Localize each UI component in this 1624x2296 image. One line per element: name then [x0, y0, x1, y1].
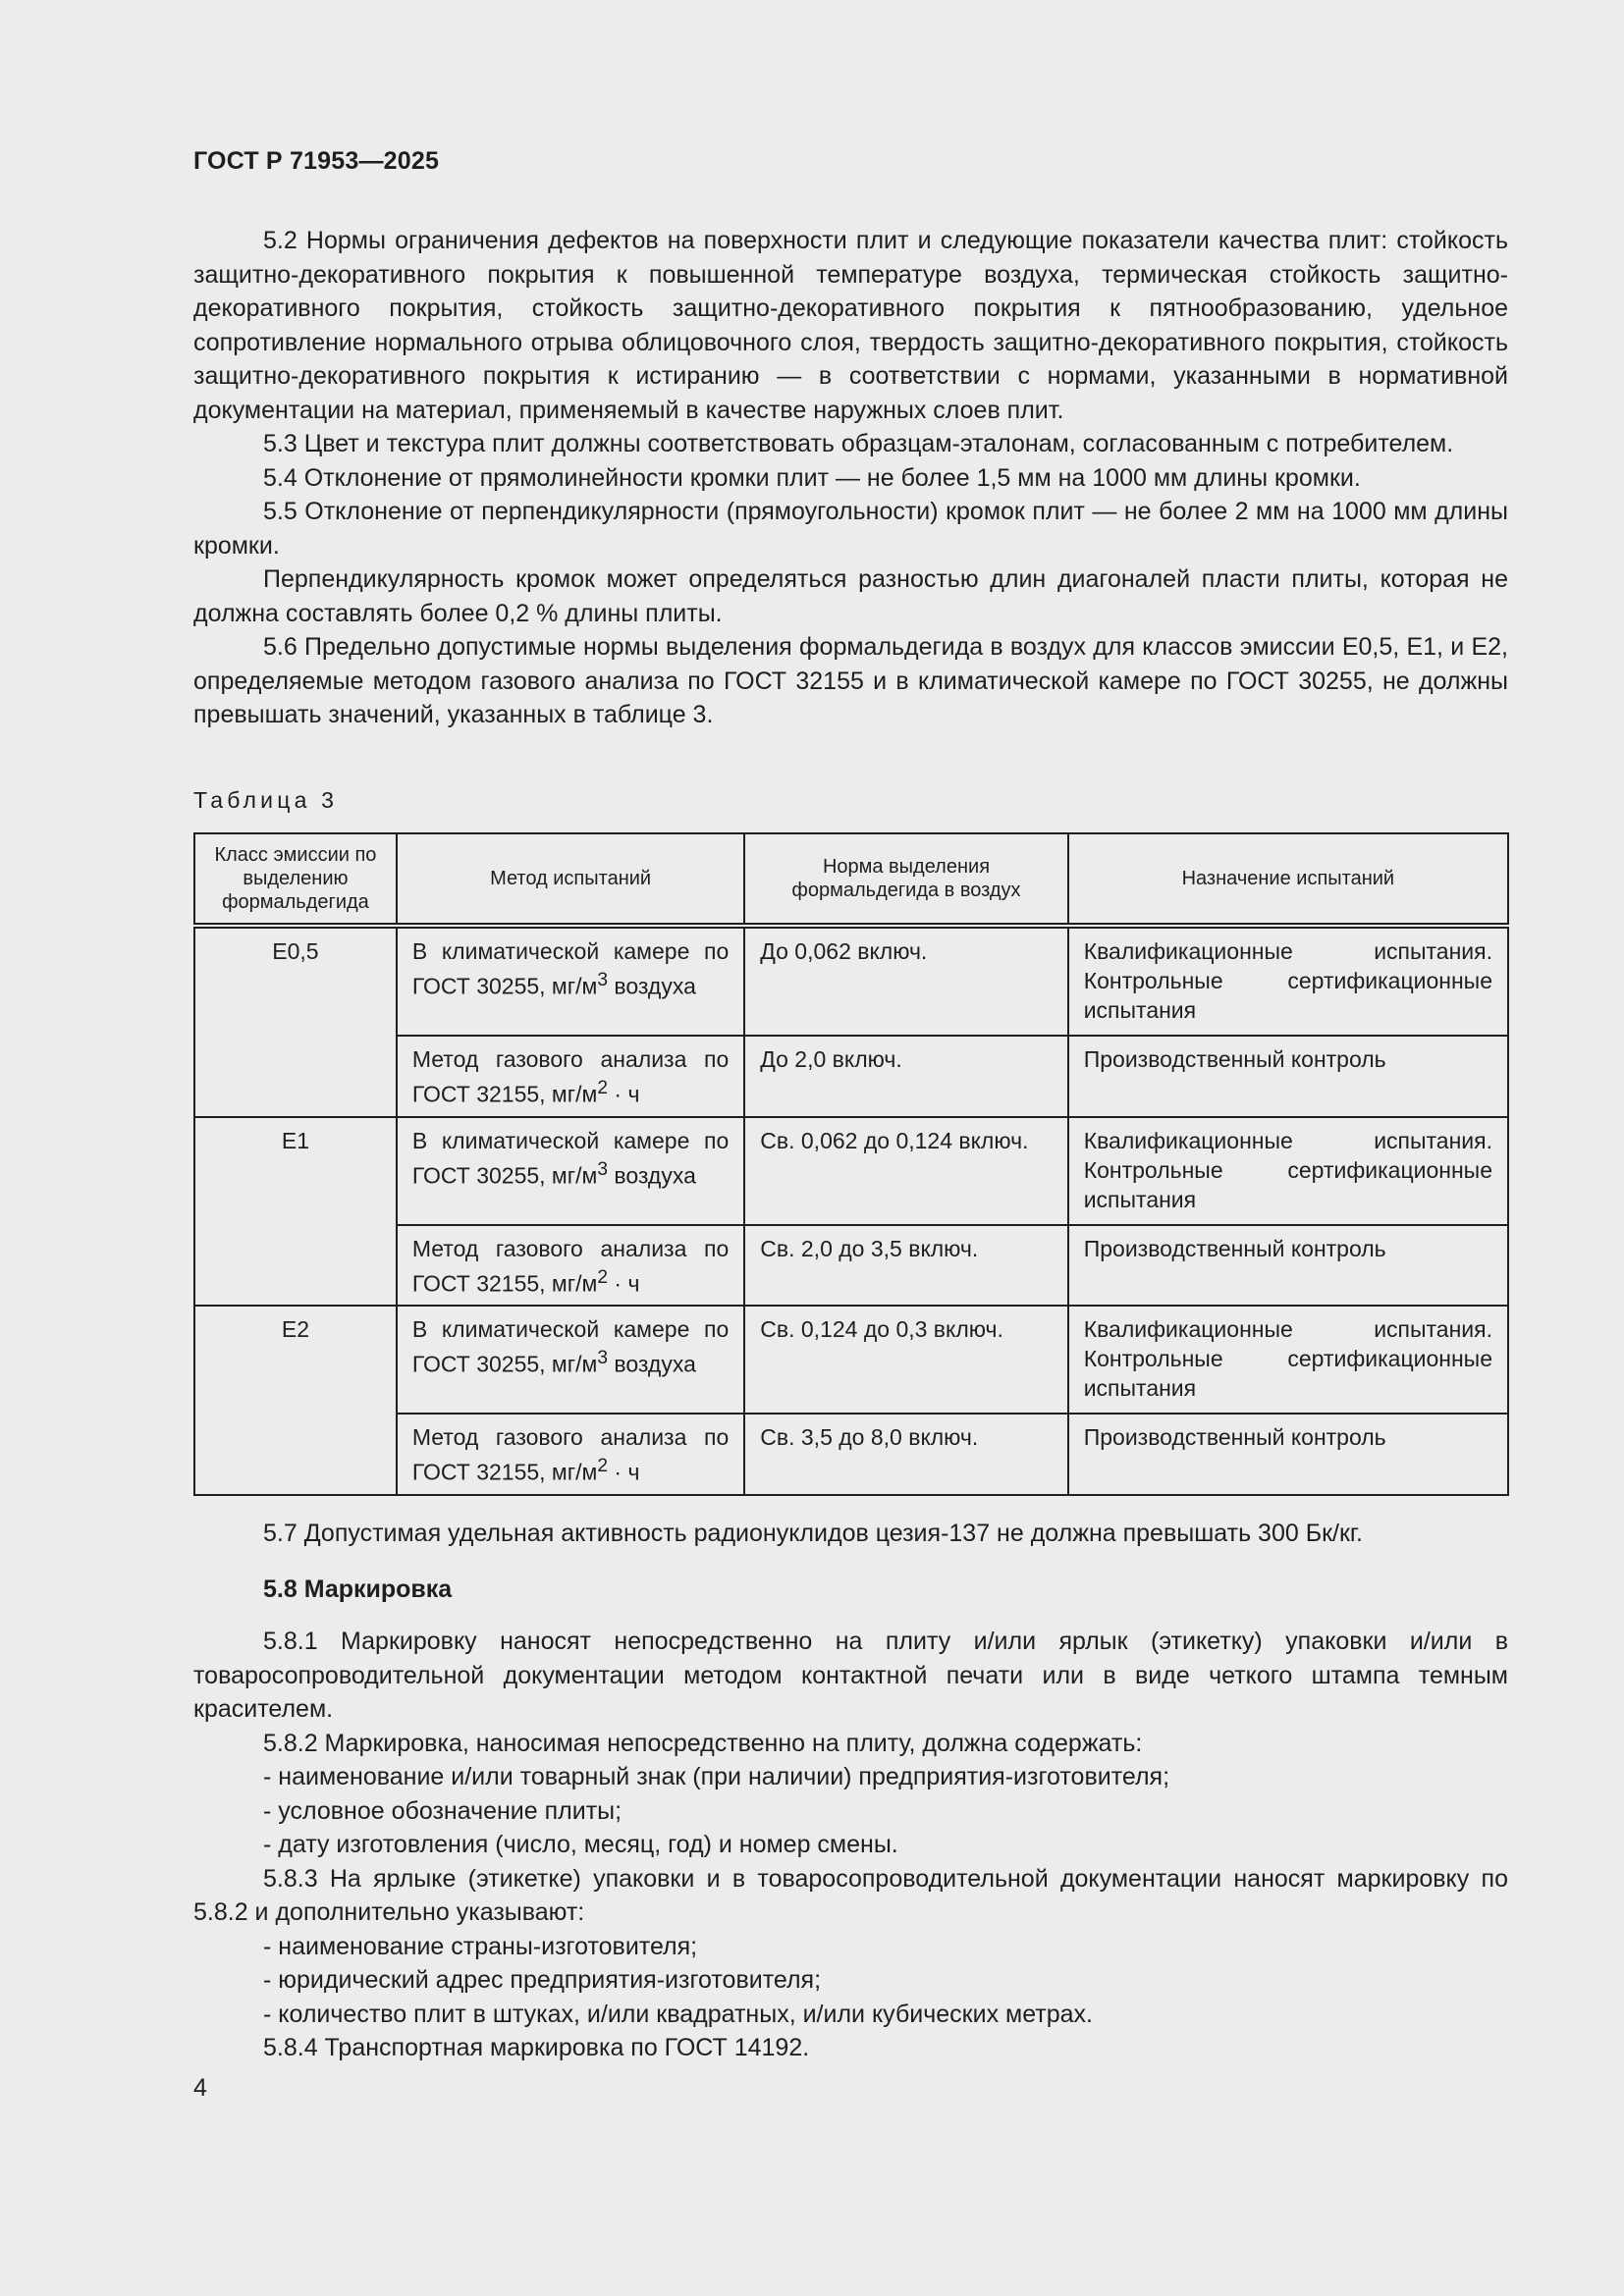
method-cell: Метод газового анализа по ГОСТ 32155, $мг/м^2 \cdot ч$ [397, 1225, 744, 1307]
norm-cell: Св. 3,5 до 8,0 включ. [744, 1414, 1067, 1495]
table-row [194, 1117, 1508, 1225]
page-number: 4 [193, 2074, 207, 2102]
list-item: - наименование страны-изготовителя; [263, 1932, 698, 1960]
purpose-cell: Производственный контроль [1068, 1414, 1508, 1495]
paragraph-5-8-2: 5.8.2 Маркировка, наносимая непосредственно на плиту, должна содержать: [263, 1729, 1143, 1757]
emission-table [193, 832, 1509, 1496]
header-method: Метод испытаний [397, 833, 744, 926]
section-5-8-heading-block [193, 1573, 1508, 1607]
top-paragraphs [193, 224, 1508, 732]
table-row [194, 926, 1508, 1036]
list-item: - наименование и/или товарный знак (при наличии) предприятия-изготовителя; [263, 1763, 1170, 1790]
paragraph-5-8-1: 5.8.1 Маркировку наносят непосредственно на плиту и/или ярлык (этикетку) упаковки и/или в товаросопроводительной документации методом контактной печати или в виде четкого штампа темным красителем. [193, 1628, 1508, 1723]
purpose-cell: Производственный контроль [1068, 1036, 1508, 1117]
norm-cell: Св. 2,0 до 3,5 включ. [744, 1225, 1067, 1307]
list-item: - дату изготовления (число, месяц, год) и номер смены. [263, 1831, 898, 1858]
norm-cell: До 2,0 включ. [744, 1036, 1067, 1117]
paragraph-5-7: 5.7 Допустимая удельная активность радионуклидов цезия-137 не должна превышать 300 Бк/кг. [263, 1520, 1363, 1547]
document-header: ГОСТ Р 71953—2025 [193, 147, 440, 175]
table-header-row [194, 833, 1508, 926]
paragraph-5-3: 5.3 Цвет и текстура плит должны соответствовать образцам-эталонам, согласованным с потребителем. [263, 430, 1454, 457]
purpose-cell: Производственный контроль [1068, 1225, 1508, 1307]
method-cell: В климатической камере по ГОСТ 30255, $мг/м^3$ воздуха [397, 1117, 744, 1225]
paragraph-5-7-block [193, 1517, 1508, 1551]
section-heading-5-8: 5.8 Маркировка [263, 1575, 453, 1603]
list-item: - условное обозначение плиты; [263, 1796, 623, 1825]
class-cell: Е0,5 [194, 926, 397, 1117]
norm-cell: До 0,062 включ. [744, 926, 1067, 1036]
purpose-cell: Квалификационные испытания. Контрольные сертификационные испытания [1068, 1117, 1508, 1225]
table-caption: Таблица 3 [193, 787, 339, 813]
marking-paragraphs [193, 1625, 1508, 2065]
paragraph-5-8-3: 5.8.3 На ярлыке (этикетке) упаковки и в товаросопроводительной документации наносят маркировку по 5.8.2 и дополнительно указывают: [193, 1864, 1508, 1926]
paragraph-5-4: 5.4 Отклонение от прямолинейности кромки плит — не более 1,5 мм на 1000 мм длины кромки. [263, 463, 1361, 492]
purpose-cell: Квалификационные испытания. Контрольные сертификационные испытания [1068, 926, 1508, 1036]
list-item: - юридический адрес предприятия-изготовителя; [263, 1966, 822, 1994]
paragraph-5-2: 5.2 Нормы ограничения дефектов на поверхности плит и следующие показатели качества плит: стойкость защитно-декоративного покрытия к повышенной температуре воздуха, термическая стойкость защитно-декоративного покрытия, стойкость защитно-декоративного покрытия к пятнообразованию, удельное сопротивление нормального отрыва облицовочного слоя, твердость защитно-декоративного покрытия, стойкость защитно-декоративного покрытия к истиранию — в соответствии с нормами, указанными в нормативной документации на материал, применяемый в качестве наружных слоев плит. [193, 227, 1508, 424]
paragraph-perpendicularity: Перпендикулярность кромок может определяться разностью длин диагоналей пласти плиты, которая не должна составлять более 0,2 % длины плиты. [193, 565, 1508, 627]
method-cell: Метод газового анализа по ГОСТ 32155, $мг/м^2 \cdot ч$ [397, 1036, 744, 1117]
table-row [194, 1306, 1508, 1414]
class-cell: Е1 [194, 1117, 397, 1307]
paragraph-5-5: 5.5 Отклонение от перпендикулярности (прямоугольности) кромок плит — не более 2 мм на 1000 мм длины кромки. [193, 498, 1508, 560]
paragraph-5-8-4: 5.8.4 Транспортная маркировка по ГОСТ 14192. [263, 2034, 810, 2061]
method-cell: В климатической камере по ГОСТ 30255, $мг/м^3$ воздуха [397, 1306, 744, 1414]
norm-cell: Св. 0,062 до 0,124 включ. [744, 1117, 1067, 1225]
method-cell: Метод газового анализа по ГОСТ 32155, $мг/м^2 \cdot ч$ [397, 1414, 744, 1495]
header-purpose: Назначение испытаний [1068, 833, 1508, 926]
list-item: - количество плит в штуках, и/или квадратных, и/или кубических метрах. [263, 2000, 1093, 2028]
norm-cell: Св. 0,124 до 0,3 включ. [744, 1306, 1067, 1414]
header-class: Класс эмиссии по выделению формальдегида [194, 833, 397, 926]
purpose-cell: Квалификационные испытания. Контрольные сертификационные испытания [1068, 1306, 1508, 1414]
class-cell: Е2 [194, 1306, 397, 1495]
header-norm: Норма выделения формальдегида в воздух [744, 833, 1067, 926]
method-cell: В климатической камере по ГОСТ 30255, $мг/м^3$ воздуха [397, 926, 744, 1036]
paragraph-5-6: 5.6 Предельно допустимые нормы выделения формальдегида в воздух для классов эмиссии Е0,5, Е1, и Е2, определяемые методом газового анализа по ГОСТ 32155 и в климатической камере по ГОСТ 30255, не должны превышать значений, указанных в таблице 3. [193, 633, 1508, 728]
